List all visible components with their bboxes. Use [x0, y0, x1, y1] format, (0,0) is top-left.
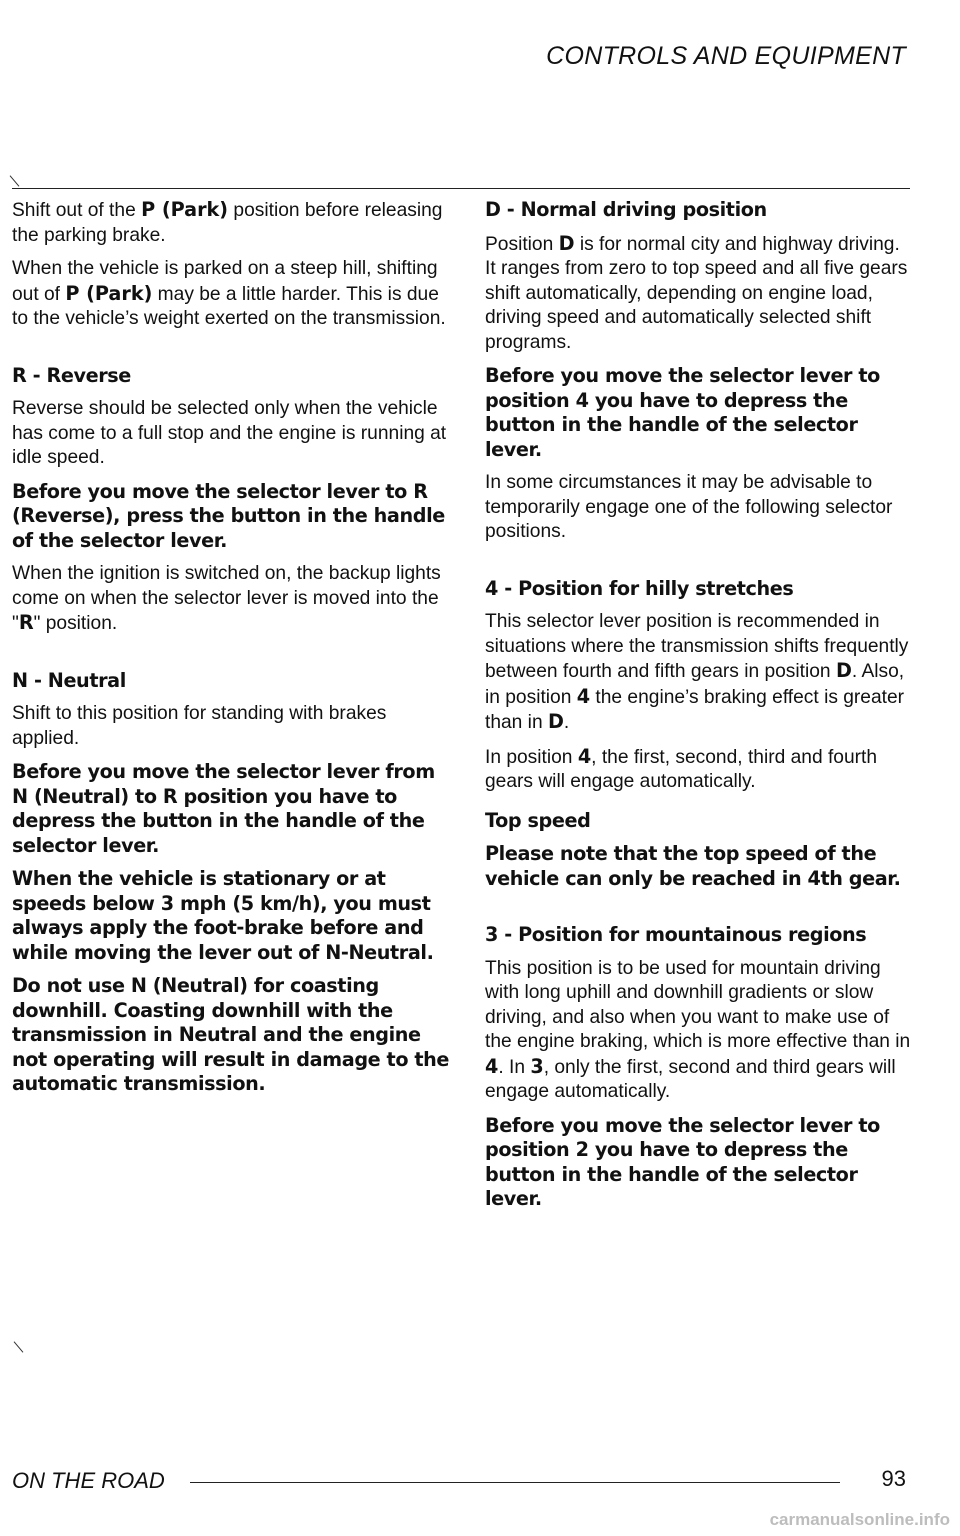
neutral-warning-2: When the vehicle is stationary or at speeds below 3 mph (5 km/h), you must always apply the foot-brake before and while moving the lever out of N-Neutral. [12, 867, 434, 964]
reverse-paragraph-1: Reverse should be selected only when the vehicle has come to a full stop and the engine is running at idle speed. [12, 398, 447, 468]
footer-section-label: ON THE ROAD [12, 1468, 165, 1493]
text: position before releasing the parking brake. [12, 200, 443, 246]
text: , only the first, second and third gears will engage automatically. [485, 1056, 896, 1102]
neutral-warning-1: Before you move the selector lever from N (Neutral) to R position you have to depress the button in the handle of the selector lever. [12, 760, 435, 857]
text: Position [485, 233, 559, 255]
reverse-warning: Before you move the selector lever to R (Reverse), press the button in the handle of the selector lever. [12, 479, 445, 552]
bold-term: D [558, 231, 575, 255]
drive-paragraph-1 [485, 232, 911, 356]
drive-warning: Before you move the selector lever to position 4 you have to depress the button in the handle of the selector lever. [485, 364, 880, 461]
heading-top-speed: Top speed [485, 808, 591, 832]
page-number: 93 [881, 1466, 906, 1491]
text: . Also, in position [485, 661, 905, 708]
text: . In [498, 1056, 531, 1078]
intro-paragraph-2 [12, 257, 452, 332]
pos4-paragraph-2 [485, 745, 911, 795]
bold-term: P (Park) [141, 198, 229, 221]
watermark: carmanualsonline.info [769, 1510, 950, 1529]
text: This selector lever position is recommended in situations where the transmission shifts frequently between fourth and fifth gears in position [485, 611, 909, 682]
bold-term: D [835, 659, 852, 682]
scan-mark [10, 175, 20, 186]
neutral-paragraph-1: Shift to this position for standing with brakes applied. [12, 703, 387, 749]
text: " position. [33, 613, 118, 634]
text: In position [485, 746, 578, 768]
pos4-paragraph-1 [485, 610, 911, 736]
top-speed-warning: Please note that the top speed of the vehicle can only be reached in 4th gear. [485, 842, 901, 890]
text: This position is to be used for mountain driving with long uphill and downhill gradients or slow driving, and also when you want to make use of the engine braking, which is more effective than in [485, 957, 911, 1052]
pos3-paragraph-1 [485, 957, 911, 1105]
right-column [485, 198, 911, 1221]
bold-term: 4 [576, 684, 591, 708]
text: When the vehicle is parked on a steep hill, shifting out of [12, 258, 438, 305]
intro-paragraph-1 [12, 198, 452, 248]
top-rule [12, 188, 910, 189]
text: the engine’s braking effect is greater than in [485, 686, 905, 733]
bold-term: 3 [530, 1054, 544, 1078]
heading-position-4: 4 - Position for hilly stretches [485, 576, 794, 600]
heading-reverse: R - Reverse [12, 363, 131, 387]
text: When the ignition is switched on, the backup lights come on when the selector lever is moved into the " [12, 563, 441, 634]
section-header: CONTROLS AND EQUIPMENT [546, 42, 906, 70]
text: Shift out of the [12, 200, 142, 221]
text: may be a little harder. This is due to the vehicle’s weight exerted on the transmission. [12, 283, 446, 329]
text: , the first, second, third and fourth gears will engage automatically. [485, 746, 878, 792]
bold-term: R [18, 611, 34, 634]
heading-neutral: N - Neutral [12, 668, 126, 692]
bold-term: P (Park) [65, 281, 153, 305]
bold-term: 4 [577, 744, 592, 768]
scan-mark [14, 1341, 24, 1352]
bold-term: 4 [485, 1054, 499, 1078]
left-column [12, 198, 452, 1106]
heading-position-3: 3 - Position for mountainous regions [485, 923, 867, 946]
bold-term: D [547, 710, 564, 733]
footer-rule [190, 1482, 840, 1483]
neutral-warning-3: Do not use N (Neutral) for coasting downhill. Coasting downhill with the transmission in Neutral and the engine not operating will result in damage to the automatic transmission. [12, 974, 450, 1095]
text: is for normal city and highway driving. It ranges from zero to top speed and all five gears shift automatically, depending on engine load, driving speed and automatically selected shift programs. [485, 233, 908, 353]
drive-paragraph-2: In some circumstances it may be advisable to temporarily engage one of the following selector positions. [485, 472, 893, 542]
text: . [563, 712, 570, 733]
heading-drive: D - Normal driving position [485, 198, 767, 221]
pos3-warning: Before you move the selector lever to position 2 you have to depress the button in the handle of the selector lever. [485, 1113, 880, 1210]
reverse-paragraph-2 [12, 562, 452, 637]
